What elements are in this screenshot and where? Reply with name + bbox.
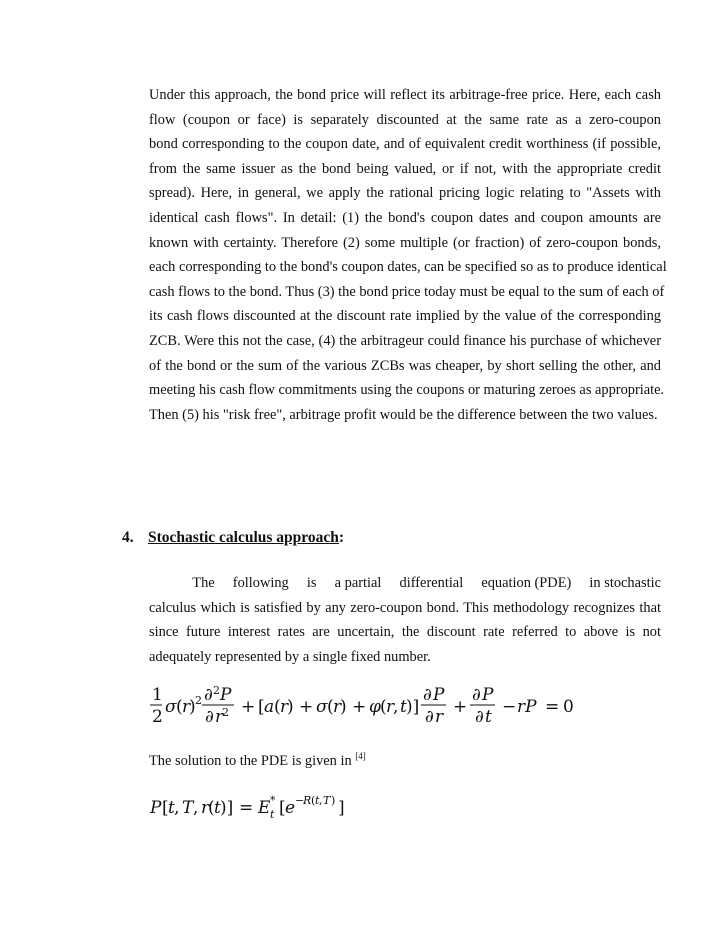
citation-ref[interactable]: [4] xyxy=(355,751,366,761)
svg-text:φ: φ xyxy=(369,697,381,717)
svg-text:,: , xyxy=(193,798,199,818)
paragraph-line: spread). Here, in general, we apply the rational pricing logic relating to "Assets with xyxy=(149,185,661,202)
paragraph-line: calculus which is satisfied by any zero-coupon bond. This methodology recognizes that xyxy=(149,599,661,616)
svg-text:E: E xyxy=(258,798,271,818)
svg-text:P: P xyxy=(220,686,232,705)
svg-text:): ) xyxy=(287,697,294,717)
svg-text:∂: ∂ xyxy=(425,707,434,727)
stochastic-paragraph xyxy=(149,571,661,669)
paragraph-line: adequately represented by a single fixed number. xyxy=(149,648,431,665)
svg-text:2: 2 xyxy=(222,706,229,719)
svg-text:(: ( xyxy=(311,794,316,807)
svg-text:0: 0 xyxy=(563,697,574,717)
paragraph-line: meeting his cash flow commitments using the coupons or maturing zeroes as appropriate. xyxy=(149,382,665,399)
section-number: 4. xyxy=(122,529,134,546)
svg-text:[: [ xyxy=(162,798,169,818)
svg-text:∂: ∂ xyxy=(475,707,484,727)
svg-text:+: + xyxy=(241,697,256,717)
svg-text:+: + xyxy=(453,697,468,717)
svg-text:t: t xyxy=(315,794,320,807)
paragraph-line: bond corresponding to the coupon date, and of equivalent credit worthiness (if possible, xyxy=(149,136,661,153)
svg-text:]: ] xyxy=(338,798,345,818)
svg-text:σ: σ xyxy=(165,697,177,717)
svg-text:[: [ xyxy=(279,798,286,818)
svg-text:R: R xyxy=(303,794,312,807)
svg-text:t: t xyxy=(214,798,221,818)
paragraph-line: Under this approach, the bond price will reflect its arbitrage-free price. Here, each cash xyxy=(149,87,661,103)
svg-text:,: , xyxy=(319,794,323,807)
svg-text:r: r xyxy=(182,697,191,717)
svg-text:r: r xyxy=(333,697,342,717)
paragraph-line: ZCB. Were this not the case, (4) the arbitrageur could finance his purchase of whichever xyxy=(149,332,661,349)
svg-text:∂: ∂ xyxy=(204,686,213,705)
svg-text:): ) xyxy=(331,794,336,807)
svg-text:r: r xyxy=(280,697,289,717)
svg-text:2: 2 xyxy=(195,694,202,707)
svg-text:2: 2 xyxy=(213,686,220,697)
section-title: Stochastic calculus approach xyxy=(148,529,339,546)
svg-text:t: t xyxy=(270,808,275,821)
arbitrage-free-paragraph xyxy=(149,83,667,427)
paragraph-line: each corresponding to the bond's coupon dates, can be specified so as to produce identical xyxy=(149,259,667,276)
svg-text:t: t xyxy=(400,697,407,717)
paragraph-line: flow (coupon or face) is separately discounted at the same rate as a zero-coupon xyxy=(149,111,661,128)
svg-text:,: , xyxy=(174,798,180,818)
paragraph-line: its cash flows discounted at the discount rate implied by the value of the corresponding xyxy=(149,308,661,325)
svg-text:−: − xyxy=(502,697,517,717)
svg-text:P: P xyxy=(433,686,445,705)
svg-text:t: t xyxy=(485,707,492,727)
svg-text:=: = xyxy=(545,697,560,717)
svg-text:∂: ∂ xyxy=(423,686,432,705)
svg-text:=: = xyxy=(239,798,254,818)
svg-text:T: T xyxy=(182,798,194,818)
svg-text:r: r xyxy=(386,697,395,717)
svg-text:1: 1 xyxy=(152,686,163,705)
paragraph-line: from the same issuer as the bond being valued, or if not, with the appropriate credit xyxy=(149,160,661,177)
paragraph-line: of the bond or the sum of the various ZCBs was cheaper, by short selling the other, and xyxy=(149,357,661,374)
svg-text:−: − xyxy=(295,794,305,807)
svg-text:a: a xyxy=(264,697,275,717)
svg-text:*: * xyxy=(270,794,276,807)
section-heading xyxy=(122,529,344,547)
paragraph-line: since future interest rates are uncertain, the discount rate referred to above is not xyxy=(149,624,661,641)
svg-text:σ: σ xyxy=(316,697,328,717)
solution-sentence: The solution to the PDE is given in xyxy=(149,753,356,769)
svg-text:∂: ∂ xyxy=(472,686,481,705)
svg-text:(: ( xyxy=(380,697,387,717)
paragraph-line: The following is a partial differential equation (PDE) in stochastic xyxy=(149,575,661,591)
svg-text:(: ( xyxy=(176,697,183,717)
pde-equation xyxy=(149,686,589,728)
svg-text:[: [ xyxy=(258,697,265,717)
svg-text:)]: )] xyxy=(406,697,420,717)
svg-text:T: T xyxy=(323,794,331,807)
svg-text:+: + xyxy=(299,697,314,717)
section-colon: : xyxy=(338,529,345,546)
svg-text:): ) xyxy=(189,697,196,717)
paragraph-line: known with certainty. Therefore (2) some multiple (or fraction) of zero-coupon bonds, xyxy=(149,234,661,251)
svg-text:rP: rP xyxy=(517,697,537,717)
solution-text xyxy=(149,751,366,770)
svg-text:r: r xyxy=(215,707,224,727)
svg-text:+: + xyxy=(352,697,367,717)
svg-text:(: ( xyxy=(208,798,215,818)
solution-equation xyxy=(149,793,359,825)
svg-text:P: P xyxy=(150,798,162,818)
svg-text:2: 2 xyxy=(152,707,163,727)
svg-text:(: ( xyxy=(274,697,281,717)
paragraph-line: cash flows to the bond. Thus (3) the bond price today must be equal to the sum of each of xyxy=(149,283,665,300)
svg-text:(: ( xyxy=(327,697,334,717)
svg-text:r: r xyxy=(201,798,210,818)
svg-text:,: , xyxy=(393,697,399,717)
svg-text:P: P xyxy=(482,686,494,705)
svg-text:∂: ∂ xyxy=(205,707,214,727)
svg-text:r: r xyxy=(435,707,444,727)
paragraph-line: identical cash flows". In detail: (1) the bond's coupon dates and coupon amounts are xyxy=(149,209,661,226)
svg-text:): ) xyxy=(340,697,347,717)
svg-text:t: t xyxy=(168,798,175,818)
svg-text:)]: )] xyxy=(220,798,234,818)
svg-text:e: e xyxy=(285,798,296,818)
paragraph-line: Then (5) his "risk free", arbitrage profit would be the difference between the two values. xyxy=(149,406,658,423)
